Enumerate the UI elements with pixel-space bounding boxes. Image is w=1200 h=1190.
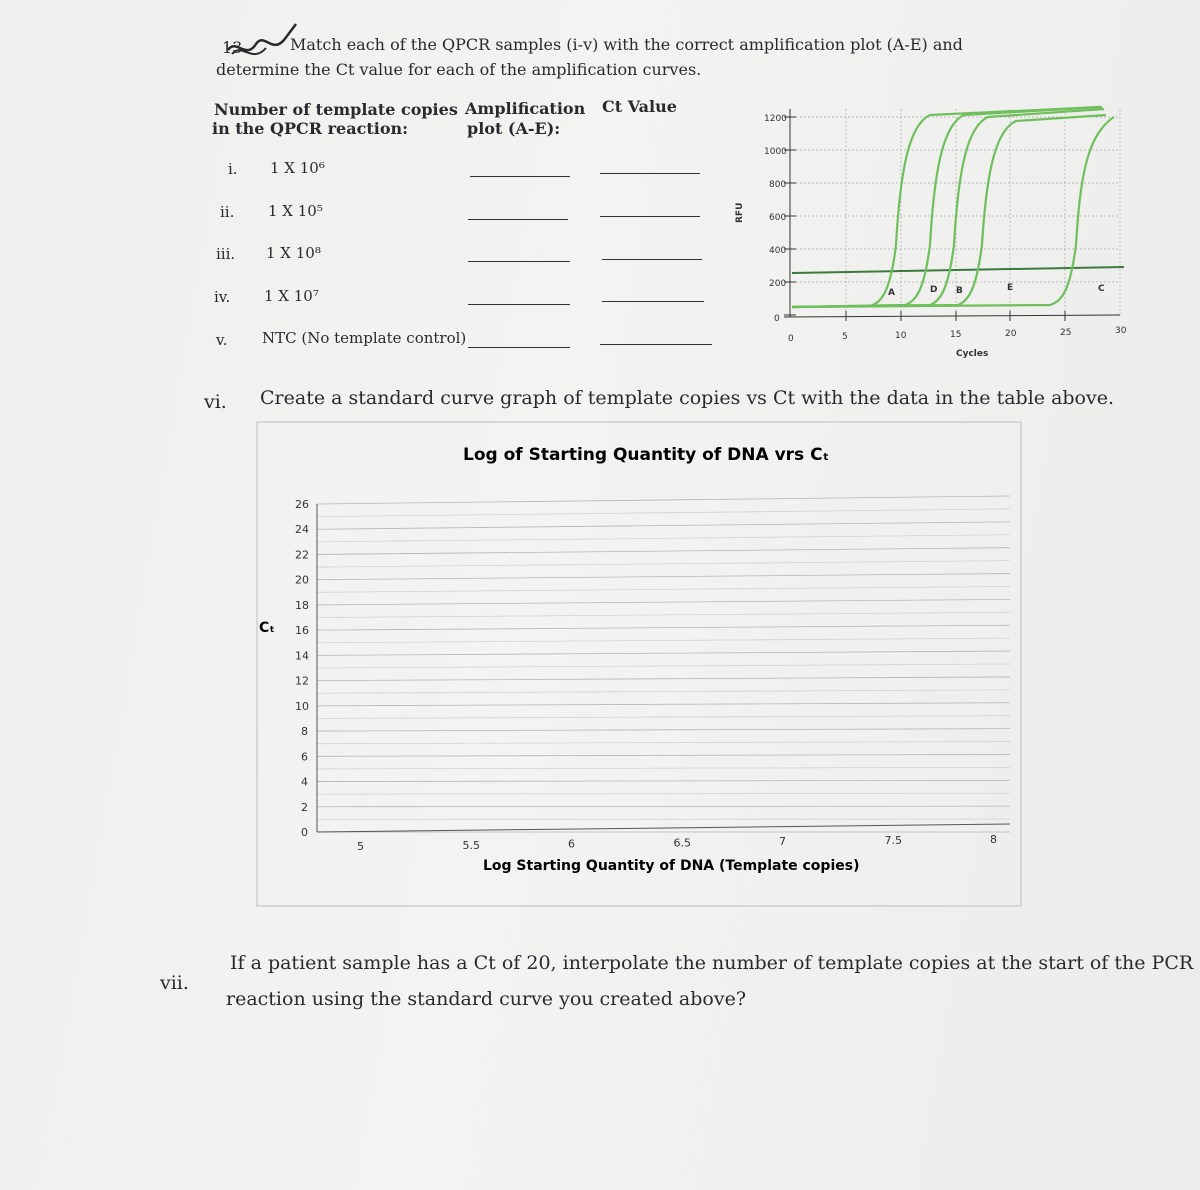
row-copies: 1 X 10⁶ xyxy=(270,159,325,177)
amp-x-tick: 0 xyxy=(788,334,794,344)
graph-gridline xyxy=(317,612,1010,617)
row-copies: 1 X 10⁸ xyxy=(266,244,321,262)
amp-y-tick: 1200 xyxy=(764,114,787,124)
amp-y-tick: 200 xyxy=(769,279,787,289)
graph-x-tick: 5 xyxy=(357,840,364,853)
graph-x-tick: 6 xyxy=(568,837,575,851)
plot-answer-blank[interactable] xyxy=(468,219,568,220)
header-plot-line2: plot (A-E): xyxy=(467,119,561,138)
graph-gridline xyxy=(317,703,1010,706)
graph-y-tick: 24 xyxy=(295,523,309,537)
plot-answer-blank[interactable] xyxy=(468,347,570,348)
graph-gridline xyxy=(317,729,1010,731)
amp-y-tick: 800 xyxy=(769,180,787,190)
row-numeral: i. xyxy=(228,160,238,178)
graph-gridline xyxy=(317,806,1010,807)
curve-label-b: B xyxy=(956,286,963,296)
question-prompt-line2: determine the Ct value for each of the amplification curves. xyxy=(216,60,702,79)
amp-y-tick: 1000 xyxy=(764,147,787,157)
amp-x-tick: 5 xyxy=(842,332,848,342)
graph-gridline xyxy=(317,574,1010,580)
graph-gridline xyxy=(317,625,1010,630)
graph-y-tick: 18 xyxy=(295,598,309,612)
part-vi-numeral: vi. xyxy=(204,391,227,413)
row-copies: 1 X 10⁷ xyxy=(264,287,319,305)
graph-gridline xyxy=(317,651,1010,655)
amp-y-tick: 0 xyxy=(774,314,780,324)
graph-gridline xyxy=(317,767,1010,769)
graph-x-tick: 7.5 xyxy=(884,834,902,847)
part-vi-text: Create a standard curve graph of template copies vs Ct with the data in the table above. xyxy=(260,387,1115,409)
row-numeral: iii. xyxy=(216,245,236,263)
standard-curve-graph xyxy=(255,420,1025,910)
threshold-line xyxy=(792,267,1124,273)
part-vii-line1: If a patient sample has a Ct of 20, interpolate the number of template copies at the start of the PCR xyxy=(230,952,1194,974)
amplification-plot xyxy=(720,95,1140,365)
graph-x-tick: 6.5 xyxy=(673,836,691,850)
header-plot-line1: Amplification xyxy=(465,99,586,118)
amp-x-axis xyxy=(784,315,1120,317)
graph-gridline xyxy=(317,742,1010,744)
question-prompt-line1: Match each of the QPCR samples (i-v) with the correct amplification plot (A-E) and xyxy=(290,35,963,54)
ct-answer-blank[interactable] xyxy=(602,259,702,260)
amp-curves xyxy=(792,107,1114,307)
ct-answer-blank[interactable] xyxy=(602,301,704,302)
row-copies: NTC (No template control) xyxy=(262,329,467,347)
graph-gridline xyxy=(317,780,1010,781)
graph-y-tick: 16 xyxy=(295,624,309,638)
part-vii-numeral: vii. xyxy=(160,972,189,994)
ct-answer-blank[interactable] xyxy=(600,173,700,174)
graph-gridline xyxy=(317,496,1010,504)
graph-y-tick: 12 xyxy=(295,674,309,688)
amp-y-tick: 400 xyxy=(769,246,787,256)
row-numeral: ii. xyxy=(220,203,235,221)
part-vii-line2: reaction using the standard curve you created above? xyxy=(226,988,747,1010)
graph-gridline xyxy=(317,754,1010,756)
row-numeral: iv. xyxy=(214,288,231,306)
question-number: 13 xyxy=(222,38,243,57)
amp-x-tick: 25 xyxy=(1060,328,1072,338)
row-numeral: v. xyxy=(216,331,228,349)
graph-y-label: Cₜ xyxy=(259,620,275,636)
plot-answer-blank[interactable] xyxy=(468,304,570,305)
plot-answer-blank[interactable] xyxy=(468,261,570,262)
graph-y-tick: 14 xyxy=(295,649,309,663)
graph-gridline xyxy=(317,535,1010,542)
plot-answer-blank[interactable] xyxy=(470,176,570,177)
curve-label-e: E xyxy=(1007,283,1014,293)
graph-y-tick: 6 xyxy=(301,750,308,764)
graph-x-label: Log Starting Quantity of DNA (Template copies) xyxy=(483,858,860,874)
graph-x-axis xyxy=(317,824,1010,832)
graph-title: Log of Starting Quantity of DNA vrs Cₜ xyxy=(463,445,830,465)
graph-y-tick: 20 xyxy=(295,573,309,587)
amp-x-tick: 10 xyxy=(895,331,907,341)
graph-y-tick: 22 xyxy=(295,548,309,562)
graph-gridline xyxy=(317,548,1010,555)
graph-gridline xyxy=(317,509,1010,517)
curve-label-c: C xyxy=(1098,284,1105,294)
graph-y-tick: 0 xyxy=(301,826,308,839)
amp-x-tick: 30 xyxy=(1115,326,1127,336)
graph-gridline xyxy=(317,561,1010,567)
curve-label-d: D xyxy=(930,285,938,295)
amp-x-tick: 15 xyxy=(950,330,962,340)
graph-gridline xyxy=(317,793,1010,794)
graph-border xyxy=(257,422,1021,906)
graph-gridline xyxy=(317,599,1010,605)
amp-y-tick: 600 xyxy=(769,213,787,223)
graph-y-tick: 26 xyxy=(295,498,309,511)
amp-x-tick: 20 xyxy=(1005,329,1017,339)
amp-y-label: RFU xyxy=(735,202,745,223)
header-copies-line2: in the QPCR reaction: xyxy=(212,119,409,138)
graph-x-ticks xyxy=(357,833,997,853)
ct-answer-blank[interactable] xyxy=(600,216,700,217)
graph-gridline xyxy=(317,522,1010,529)
amp-curve-b xyxy=(792,109,1104,307)
amp-curve-c xyxy=(792,117,1114,307)
graph-x-tick: 8 xyxy=(990,832,997,846)
graph-x-tick: 7 xyxy=(779,835,786,849)
graph-x-tick: 5.5 xyxy=(462,838,480,852)
amp-curve-d xyxy=(792,107,1102,307)
row-copies: 1 X 10⁵ xyxy=(268,202,323,220)
graph-gridlines xyxy=(317,496,1010,832)
graph-y-tick: 10 xyxy=(295,699,309,713)
graph-gridline xyxy=(317,677,1010,681)
amp-curve-e xyxy=(792,115,1106,307)
graph-gridline xyxy=(317,690,1010,693)
curve-label-a: A xyxy=(888,288,895,298)
graph-y-tick: 8 xyxy=(301,725,308,739)
graph-gridline xyxy=(317,716,1010,719)
amp-x-label: Cycles xyxy=(956,349,989,359)
graph-gridline xyxy=(317,664,1010,668)
graph-gridline xyxy=(317,586,1010,592)
graph-y-tick: 4 xyxy=(301,775,308,789)
ct-answer-blank[interactable] xyxy=(600,344,712,345)
header-ct-value: Ct Value xyxy=(602,97,677,116)
graph-y-tick: 2 xyxy=(301,800,308,814)
header-copies-line1: Number of template copies xyxy=(214,100,458,119)
graph-y-ticks xyxy=(295,498,309,839)
graph-gridline xyxy=(317,638,1010,643)
